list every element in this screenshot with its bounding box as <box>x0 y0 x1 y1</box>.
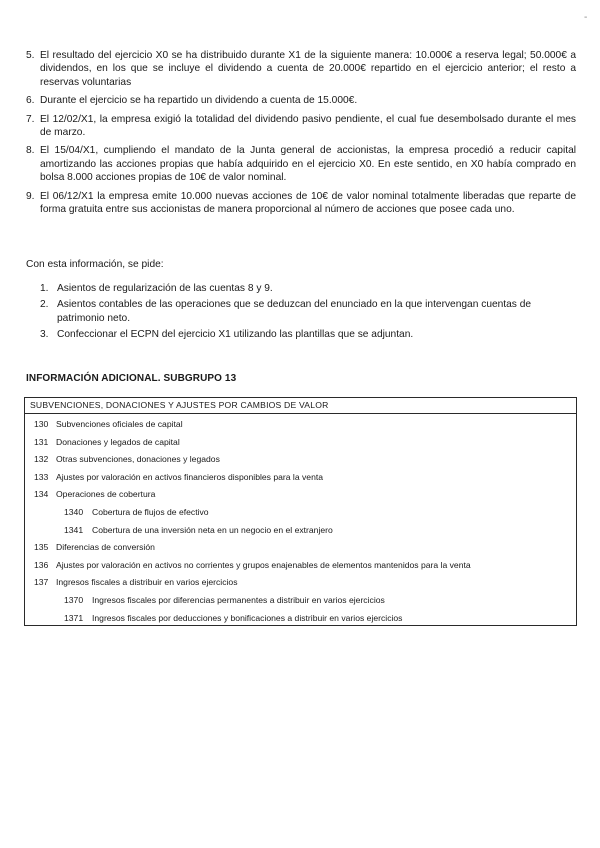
account-code: 1340 <box>64 506 84 517</box>
account-code: 137 <box>34 577 49 588</box>
account-code: 132 <box>34 454 49 465</box>
account-row <box>25 486 576 504</box>
request-text: Asientos de regularización de las cuentas 8 y 9. <box>57 283 273 294</box>
account-row <box>25 469 576 487</box>
statement-text: El 15/04/X1, cumpliendo el mandato de la Junta general de accionistas, la empresa procedió a reducir capital amortizando las acciones propias que había adquirido en el ejercicio X0. En este sentido, en X0 había comprado en bolsa 8.000 acciones propias de 10€ de valor nominal. <box>40 145 576 184</box>
table-header: SUBVENCIONES, DONACIONES Y AJUSTES POR CAMBIOS DE VALOR <box>25 398 576 414</box>
request-item <box>40 328 576 341</box>
account-name: Cobertura de flujos de efectivo <box>92 506 209 517</box>
account-code: 1341 <box>64 524 84 535</box>
account-row <box>25 574 576 592</box>
account-row <box>25 539 576 557</box>
request-number: 1. <box>40 283 49 294</box>
request-number: 3. <box>40 329 49 341</box>
account-name: Ajustes por valoración en activos financieros disponibles para la venta <box>56 471 324 482</box>
request-list <box>40 282 576 345</box>
account-name: Cobertura de una inversión neta en un negocio en el extranjero <box>92 524 333 535</box>
account-name: Ingresos fiscales por diferencias permanentes a distribuir en varios ejercicios <box>92 594 385 605</box>
statement-number: 7. <box>26 113 35 125</box>
request-item <box>40 298 576 325</box>
account-code: 131 <box>34 436 49 447</box>
account-code: 135 <box>34 542 49 553</box>
statement-item <box>26 49 576 89</box>
account-code: 133 <box>34 471 49 482</box>
account-code: 1370 <box>64 594 84 605</box>
account-name: Ingresos fiscales a distribuir en varios ejercicios <box>56 577 238 588</box>
request-text: Confeccionar el ECPN del ejercicio X1 utilizando las plantillas que se adjuntan. <box>57 329 414 341</box>
corner-mark: - <box>584 12 588 23</box>
questions-intro: Con esta información, se pide: <box>26 259 164 270</box>
account-row <box>25 557 576 575</box>
request-text: Asientos contables de las operaciones que se deduzcan del enunciado en la que intervengan cuentas de patrimonio neto. <box>57 299 532 324</box>
statement-text: El 06/12/X1 la empresa emite 10.000 nuevas acciones de 10€ de valor nominal totalmente liberadas que reparte de forma gratuita entre sus accionistas de manera proporcional al número de acciones que posee cada uno. <box>40 190 576 216</box>
account-name: Ajustes por valoración en activos no corrientes y grupos enajenables de elementos mantenidos para la venta <box>56 559 471 570</box>
account-code: 136 <box>34 559 49 570</box>
account-name: Otras subvenciones, donaciones y legados <box>56 454 220 465</box>
statement-item <box>26 144 576 184</box>
account-row <box>25 434 576 452</box>
statement-list <box>26 49 576 221</box>
account-code: 1371 <box>64 612 84 623</box>
request-number: 2. <box>40 299 49 311</box>
subaccount-row <box>25 592 576 610</box>
account-name: Diferencias de conversión <box>56 542 155 553</box>
statement-text: El resultado del ejercicio X0 se ha distribuido durante X1 de la siguiente manera: 10.000€ a reserva legal; 50.000€ a dividendos, en los que se incluye el dividendo a cuenta de 20.000€ repartido en el ejercicio anterior; el resto a reservas voluntarias <box>40 50 576 88</box>
account-code: 134 <box>34 489 49 500</box>
statement-number: 9. <box>26 190 35 202</box>
subaccount-row <box>25 504 576 522</box>
account-code: 130 <box>34 419 49 429</box>
statement-item <box>26 113 576 140</box>
account-name: Ingresos fiscales por deducciones y bonificaciones a distribuir en varios ejercicios <box>92 612 403 623</box>
statement-number: 6. <box>26 95 35 107</box>
statement-text: El 12/02/X1, la empresa exigió la totalidad del dividendo pasivo pendiente, el cual fue desembolsado durante el mes de marzo. <box>40 113 576 139</box>
statement-text: Durante el ejercicio se ha repartido un dividendo a cuenta de 15.000€. <box>40 95 358 107</box>
statement-item <box>26 94 576 107</box>
account-row <box>25 451 576 469</box>
statement-item <box>26 190 576 217</box>
request-item <box>40 282 576 295</box>
account-row <box>25 416 576 434</box>
statement-number: 8. <box>26 145 35 157</box>
account-rows <box>25 414 576 627</box>
account-name: Subvenciones oficiales de capital <box>56 419 183 429</box>
subaccount-row <box>25 610 576 628</box>
subaccount-row <box>25 522 576 540</box>
section-title: INFORMACIÓN ADICIONAL. SUBGRUPO 13 <box>26 373 237 384</box>
account-name: Donaciones y legados de capital <box>56 436 180 447</box>
account-name: Operaciones de cobertura <box>56 489 156 500</box>
accounts-table <box>24 397 577 626</box>
statement-number: 5. <box>26 50 35 61</box>
